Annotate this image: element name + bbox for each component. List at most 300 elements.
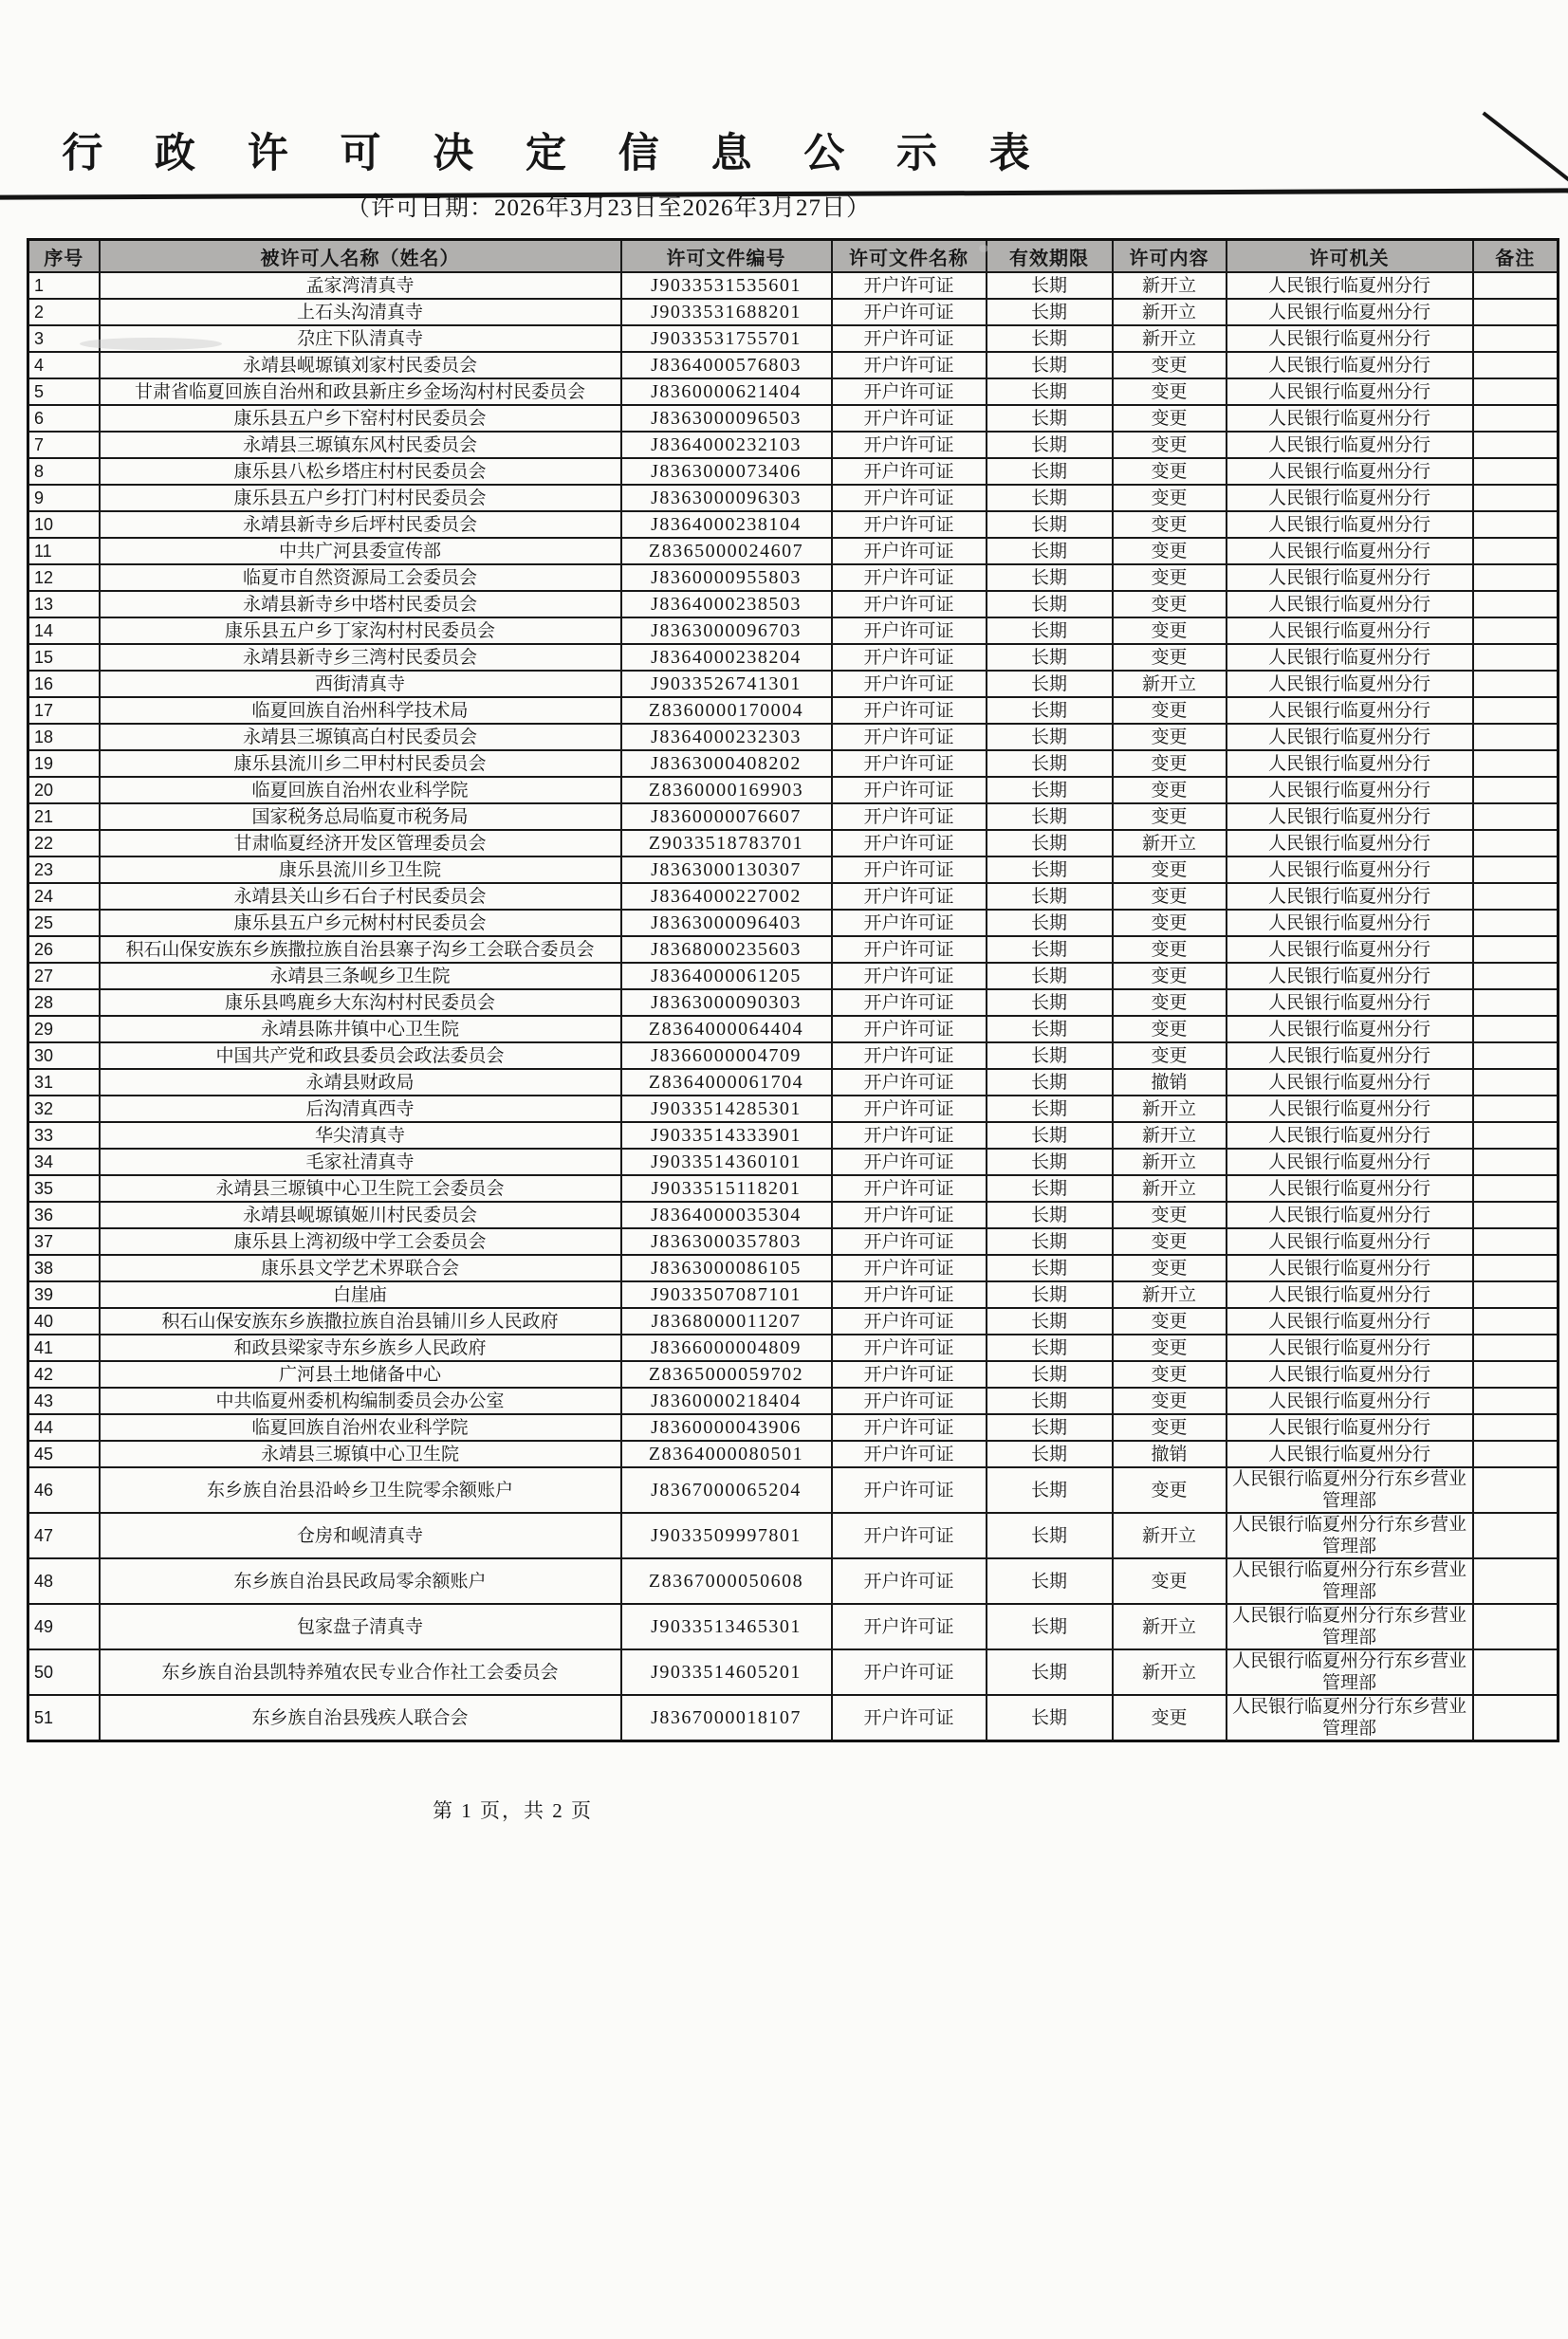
- table-row: [28, 830, 1559, 856]
- row-number-cell: 49: [28, 1604, 100, 1649]
- permit-doc-name-cell: 开户许可证: [832, 564, 987, 591]
- permittee-name-cell: 永靖县三塬镇东风村民委员会: [100, 432, 621, 458]
- remark-cell: [1473, 724, 1559, 750]
- permittee-name-cell: 康乐县五户乡丁家沟村村民委员会: [100, 617, 621, 644]
- remark-cell: [1473, 856, 1559, 883]
- authority-cell: 人民银行临夏州分行: [1227, 432, 1473, 458]
- authority-cell: 人民银行临夏州分行: [1227, 378, 1473, 405]
- permit-doc-name-cell: 开户许可证: [832, 617, 987, 644]
- permit-doc-name-cell: 开户许可证: [832, 538, 987, 564]
- permit-content-cell: 变更: [1113, 1016, 1227, 1042]
- permit-doc-number-cell: J8360000043906: [621, 1414, 832, 1441]
- row-number-cell: 1: [28, 272, 100, 299]
- permittee-name-cell: 康乐县五户乡下窑村村民委员会: [100, 405, 621, 432]
- authority-cell: 人民银行临夏州分行: [1227, 1255, 1473, 1281]
- remark-cell: [1473, 511, 1559, 538]
- authority-cell: 人民银行临夏州分行: [1227, 1149, 1473, 1175]
- permit-doc-name-cell: 开户许可证: [832, 777, 987, 803]
- row-number-cell: 19: [28, 750, 100, 777]
- permit-doc-number-cell: J8360000076607: [621, 803, 832, 830]
- permit-doc-number-cell: J9033515118201: [621, 1175, 832, 1202]
- permit-doc-number-cell: J8364000576803: [621, 352, 832, 378]
- validity-cell: 长期: [987, 1042, 1113, 1069]
- validity-cell: 长期: [987, 644, 1113, 671]
- table-row: [28, 591, 1559, 617]
- table-row: [28, 1388, 1559, 1414]
- permit-content-cell: 新开立: [1113, 299, 1227, 325]
- authority-cell: 人民银行临夏州分行: [1227, 1175, 1473, 1202]
- header-authority: 许可机关: [1227, 240, 1473, 273]
- remark-cell: [1473, 405, 1559, 432]
- row-number-cell: 31: [28, 1069, 100, 1096]
- row-number-cell: 20: [28, 777, 100, 803]
- permit-doc-number-cell: J9033509997801: [621, 1513, 832, 1558]
- permit-doc-number-cell: J8363000096303: [621, 485, 832, 511]
- validity-cell: 长期: [987, 617, 1113, 644]
- remark-cell: [1473, 936, 1559, 963]
- permit-doc-name-cell: 开户许可证: [832, 856, 987, 883]
- validity-cell: 长期: [987, 1513, 1113, 1558]
- permittee-name-cell: 永靖县关山乡石台子村民委员会: [100, 883, 621, 910]
- remark-cell: [1473, 325, 1559, 352]
- validity-cell: 长期: [987, 1388, 1113, 1414]
- table-row: [28, 299, 1559, 325]
- table-row: [28, 724, 1559, 750]
- validity-cell: 长期: [987, 1202, 1113, 1228]
- validity-cell: 长期: [987, 989, 1113, 1016]
- permit-doc-number-cell: J8366000004809: [621, 1335, 832, 1361]
- remark-cell: [1473, 777, 1559, 803]
- validity-cell: 长期: [987, 458, 1113, 485]
- permit-doc-number-cell: Z8367000050608: [621, 1558, 832, 1604]
- authority-cell: 人民银行临夏州分行: [1227, 910, 1473, 936]
- table-row: [28, 1281, 1559, 1308]
- permit-doc-number-cell: J9033531535601: [621, 272, 832, 299]
- permittee-name-cell: 永靖县三塬镇高白村民委员会: [100, 724, 621, 750]
- permit-content-cell: 变更: [1113, 1228, 1227, 1255]
- table-row: [28, 405, 1559, 432]
- permit-doc-name-cell: 开户许可证: [832, 671, 987, 697]
- permit-doc-number-cell: J9033513465301: [621, 1604, 832, 1649]
- header-permit-doc-number: 许可文件编号: [621, 240, 832, 273]
- remark-cell: [1473, 1069, 1559, 1096]
- permit-doc-number-cell: J8368000011207: [621, 1308, 832, 1335]
- permit-doc-number-cell: J9033507087101: [621, 1281, 832, 1308]
- validity-cell: 长期: [987, 1361, 1113, 1388]
- permit-doc-number-cell: Z8360000169903: [621, 777, 832, 803]
- table-row: [28, 538, 1559, 564]
- row-number-cell: 32: [28, 1096, 100, 1122]
- permittee-name-cell: 康乐县上湾初级中学工会委员会: [100, 1228, 621, 1255]
- remark-cell: [1473, 1467, 1559, 1513]
- permit-doc-name-cell: 开户许可证: [832, 325, 987, 352]
- permit-doc-number-cell: Z8364000080501: [621, 1441, 832, 1467]
- permit-doc-number-cell: J8366000004709: [621, 1042, 832, 1069]
- authority-cell: 人民银行临夏州分行: [1227, 724, 1473, 750]
- permit-doc-number-cell: J8363000086105: [621, 1255, 832, 1281]
- validity-cell: 长期: [987, 936, 1113, 963]
- table-row: [28, 644, 1559, 671]
- permit-doc-name-cell: 开户许可证: [832, 405, 987, 432]
- permit-doc-number-cell: J9033526741301: [621, 671, 832, 697]
- remark-cell: [1473, 1361, 1559, 1388]
- validity-cell: 长期: [987, 1281, 1113, 1308]
- table-row: [28, 1335, 1559, 1361]
- remark-cell: [1473, 1513, 1559, 1558]
- authority-cell: 人民银行临夏州分行: [1227, 1308, 1473, 1335]
- permit-content-cell: 变更: [1113, 856, 1227, 883]
- permit-doc-number-cell: J8364000035304: [621, 1202, 832, 1228]
- permittee-name-cell: 康乐县八松乡塔庄村村民委员会: [100, 458, 621, 485]
- row-number-cell: 44: [28, 1414, 100, 1441]
- row-number-cell: 9: [28, 485, 100, 511]
- row-number-cell: 34: [28, 1149, 100, 1175]
- remark-cell: [1473, 644, 1559, 671]
- authority-cell: 人民银行临夏州分行: [1227, 511, 1473, 538]
- validity-cell: 长期: [987, 963, 1113, 989]
- permit-doc-name-cell: 开户许可证: [832, 591, 987, 617]
- table-row: [28, 803, 1559, 830]
- row-number-cell: 8: [28, 458, 100, 485]
- permit-doc-name-cell: 开户许可证: [832, 1122, 987, 1149]
- permittee-name-cell: 中共临夏州委机构编制委员会办公室: [100, 1388, 621, 1414]
- authority-cell: 人民银行临夏州分行: [1227, 750, 1473, 777]
- permit-doc-number-cell: J8360000218404: [621, 1388, 832, 1414]
- authority-cell: 人民银行临夏州分行: [1227, 883, 1473, 910]
- table-row: [28, 1175, 1559, 1202]
- validity-cell: 长期: [987, 1096, 1113, 1122]
- permit-doc-number-cell: J8363000073406: [621, 458, 832, 485]
- authority-cell: 人民银行临夏州分行: [1227, 830, 1473, 856]
- table-row: [28, 564, 1559, 591]
- permit-doc-name-cell: 开户许可证: [832, 989, 987, 1016]
- permit-doc-name-cell: 开户许可证: [832, 432, 987, 458]
- permit-doc-number-cell: J8367000018107: [621, 1695, 832, 1741]
- table-header-row: [28, 240, 1559, 273]
- permit-content-cell: 变更: [1113, 352, 1227, 378]
- validity-cell: 长期: [987, 1122, 1113, 1149]
- authority-cell: 人民银行临夏州分行: [1227, 1202, 1473, 1228]
- remark-cell: [1473, 378, 1559, 405]
- row-number-cell: 4: [28, 352, 100, 378]
- table-row: [28, 1308, 1559, 1335]
- table-row: [28, 1467, 1559, 1513]
- authority-cell: 人民银行临夏州分行东乡营业管理部: [1227, 1558, 1473, 1604]
- permittee-name-cell: 临夏回族自治州农业科学院: [100, 1414, 621, 1441]
- remark-cell: [1473, 1604, 1559, 1649]
- permittee-name-cell: 孟家湾清真寺: [100, 272, 621, 299]
- table-row: [28, 1069, 1559, 1096]
- validity-cell: 长期: [987, 378, 1113, 405]
- permit-doc-number-cell: J9033514360101: [621, 1149, 832, 1175]
- authority-cell: 人民银行临夏州分行: [1227, 989, 1473, 1016]
- permit-doc-number-cell: J8363000096503: [621, 405, 832, 432]
- remark-cell: [1473, 1228, 1559, 1255]
- authority-cell: 人民银行临夏州分行: [1227, 644, 1473, 671]
- validity-cell: 长期: [987, 697, 1113, 724]
- row-number-cell: 15: [28, 644, 100, 671]
- authority-cell: 人民银行临夏州分行: [1227, 538, 1473, 564]
- row-number-cell: 42: [28, 1361, 100, 1388]
- permit-doc-name-cell: 开户许可证: [832, 299, 987, 325]
- row-number-cell: 33: [28, 1122, 100, 1149]
- permit-content-cell: 新开立: [1113, 671, 1227, 697]
- permit-doc-number-cell: J8363000357803: [621, 1228, 832, 1255]
- permittee-name-cell: 毛家社清真寺: [100, 1149, 621, 1175]
- remark-cell: [1473, 1649, 1559, 1695]
- validity-cell: 长期: [987, 432, 1113, 458]
- authority-cell: 人民银行临夏州分行东乡营业管理部: [1227, 1604, 1473, 1649]
- table-row: [28, 1016, 1559, 1042]
- row-number-cell: 40: [28, 1308, 100, 1335]
- remark-cell: [1473, 299, 1559, 325]
- validity-cell: 长期: [987, 1649, 1113, 1695]
- permit-doc-name-cell: 开户许可证: [832, 1604, 987, 1649]
- table-row: [28, 697, 1559, 724]
- table-body: [28, 272, 1559, 1741]
- table-row: [28, 1361, 1559, 1388]
- permit-doc-name-cell: 开户许可证: [832, 1069, 987, 1096]
- authority-cell: 人民银行临夏州分行: [1227, 777, 1473, 803]
- permit-content-cell: 变更: [1113, 405, 1227, 432]
- remark-cell: [1473, 1149, 1559, 1175]
- permit-doc-name-cell: 开户许可证: [832, 936, 987, 963]
- permit-content-cell: 新开立: [1113, 325, 1227, 352]
- authority-cell: 人民银行临夏州分行东乡营业管理部: [1227, 1467, 1473, 1513]
- permit-doc-name-cell: 开户许可证: [832, 1649, 987, 1695]
- table-row: [28, 936, 1559, 963]
- permit-content-cell: 变更: [1113, 511, 1227, 538]
- remark-cell: [1473, 1335, 1559, 1361]
- validity-cell: 长期: [987, 1069, 1113, 1096]
- permit-content-cell: 变更: [1113, 644, 1227, 671]
- permittee-name-cell: 积石山保安族东乡族撒拉族自治县寨子沟乡工会联合委员会: [100, 936, 621, 963]
- permittee-name-cell: 康乐县文学艺术界联合会: [100, 1255, 621, 1281]
- authority-cell: 人民银行临夏州分行: [1227, 272, 1473, 299]
- authority-cell: 人民银行临夏州分行: [1227, 325, 1473, 352]
- authority-cell: 人民银行临夏州分行东乡营业管理部: [1227, 1695, 1473, 1741]
- permittee-name-cell: 永靖县新寺乡后坪村民委员会: [100, 511, 621, 538]
- remark-cell: [1473, 458, 1559, 485]
- remark-cell: [1473, 910, 1559, 936]
- remark-cell: [1473, 989, 1559, 1016]
- permit-content-cell: 新开立: [1113, 830, 1227, 856]
- remark-cell: [1473, 830, 1559, 856]
- validity-cell: 长期: [987, 1228, 1113, 1255]
- permit-doc-number-cell: J8364000238503: [621, 591, 832, 617]
- authority-cell: 人民银行临夏州分行: [1227, 299, 1473, 325]
- permittee-name-cell: 康乐县鸣鹿乡大东沟村村民委员会: [100, 989, 621, 1016]
- permittee-name-cell: 上石头沟清真寺: [100, 299, 621, 325]
- permit-doc-name-cell: 开户许可证: [832, 1558, 987, 1604]
- permit-doc-name-cell: 开户许可证: [832, 910, 987, 936]
- permit-content-cell: 变更: [1113, 803, 1227, 830]
- permittee-name-cell: 国家税务总局临夏市税务局: [100, 803, 621, 830]
- permit-content-cell: 变更: [1113, 750, 1227, 777]
- permittee-name-cell: 永靖县岘塬镇刘家村民委员会: [100, 352, 621, 378]
- permit-doc-name-cell: 开户许可证: [832, 352, 987, 378]
- permittee-name-cell: 包家盘子清真寺: [100, 1604, 621, 1649]
- remark-cell: [1473, 1695, 1559, 1741]
- authority-cell: 人民银行临夏州分行: [1227, 1016, 1473, 1042]
- validity-cell: 长期: [987, 511, 1113, 538]
- permit-doc-number-cell: J8368000235603: [621, 936, 832, 963]
- remark-cell: [1473, 883, 1559, 910]
- row-number-cell: 6: [28, 405, 100, 432]
- validity-cell: 长期: [987, 272, 1113, 299]
- table-row: [28, 352, 1559, 378]
- permittee-name-cell: 甘肃临夏经济开发区管理委员会: [100, 830, 621, 856]
- row-number-cell: 51: [28, 1695, 100, 1741]
- permit-doc-number-cell: J8367000065204: [621, 1467, 832, 1513]
- table-row: [28, 989, 1559, 1016]
- row-number-cell: 25: [28, 910, 100, 936]
- scan-artifact-corner-mark: [1482, 111, 1568, 184]
- authority-cell: 人民银行临夏州分行: [1227, 591, 1473, 617]
- table-row: [28, 963, 1559, 989]
- table-row: [28, 617, 1559, 644]
- row-number-cell: 5: [28, 378, 100, 405]
- validity-cell: 长期: [987, 910, 1113, 936]
- permit-content-cell: 新开立: [1113, 1649, 1227, 1695]
- permit-doc-number-cell: J8360000955803: [621, 564, 832, 591]
- permit-doc-name-cell: 开户许可证: [832, 1281, 987, 1308]
- permit-doc-name-cell: 开户许可证: [832, 458, 987, 485]
- permit-doc-name-cell: 开户许可证: [832, 511, 987, 538]
- permit-doc-name-cell: 开户许可证: [832, 1441, 987, 1467]
- permit-doc-name-cell: 开户许可证: [832, 1042, 987, 1069]
- remark-cell: [1473, 1388, 1559, 1414]
- row-number-cell: 22: [28, 830, 100, 856]
- table-row: [28, 883, 1559, 910]
- permit-content-cell: 变更: [1113, 936, 1227, 963]
- validity-cell: 长期: [987, 299, 1113, 325]
- row-number-cell: 24: [28, 883, 100, 910]
- permittee-name-cell: 永靖县三条岘乡卫生院: [100, 963, 621, 989]
- permittee-name-cell: 中共广河县委宣传部: [100, 538, 621, 564]
- authority-cell: 人民银行临夏州分行: [1227, 1335, 1473, 1361]
- validity-cell: 长期: [987, 538, 1113, 564]
- remark-cell: [1473, 803, 1559, 830]
- authority-cell: 人民银行临夏州分行: [1227, 1042, 1473, 1069]
- permit-table: [27, 238, 1559, 1742]
- permit-content-cell: 新开立: [1113, 1513, 1227, 1558]
- validity-cell: 长期: [987, 671, 1113, 697]
- validity-cell: 长期: [987, 1441, 1113, 1467]
- remark-cell: [1473, 272, 1559, 299]
- permit-doc-name-cell: 开户许可证: [832, 1016, 987, 1042]
- permittee-name-cell: 积石山保安族东乡族撒拉族自治县铺川乡人民政府: [100, 1308, 621, 1335]
- authority-cell: 人民银行临夏州分行: [1227, 1414, 1473, 1441]
- permit-content-cell: 新开立: [1113, 1175, 1227, 1202]
- row-number-cell: 16: [28, 671, 100, 697]
- remark-cell: [1473, 485, 1559, 511]
- authority-cell: 人民银行临夏州分行: [1227, 963, 1473, 989]
- validity-cell: 长期: [987, 856, 1113, 883]
- permittee-name-cell: 后沟清真西寺: [100, 1096, 621, 1122]
- permittee-name-cell: 东乡族自治县残疾人联合会: [100, 1695, 621, 1741]
- authority-cell: 人民银行临夏州分行: [1227, 352, 1473, 378]
- row-number-cell: 45: [28, 1441, 100, 1467]
- row-number-cell: 10: [28, 511, 100, 538]
- validity-cell: 长期: [987, 564, 1113, 591]
- permittee-name-cell: 东乡族自治县沿岭乡卫生院零余额账户: [100, 1467, 621, 1513]
- permit-doc-name-cell: 开户许可证: [832, 1228, 987, 1255]
- row-number-cell: 11: [28, 538, 100, 564]
- permit-doc-name-cell: 开户许可证: [832, 803, 987, 830]
- row-number-cell: 38: [28, 1255, 100, 1281]
- permittee-name-cell: 华尖清真寺: [100, 1122, 621, 1149]
- scan-smudge: [979, 245, 988, 252]
- permit-content-cell: 撤销: [1113, 1441, 1227, 1467]
- row-number-cell: 23: [28, 856, 100, 883]
- table-row: [28, 1255, 1559, 1281]
- row-number-cell: 37: [28, 1228, 100, 1255]
- validity-cell: 长期: [987, 830, 1113, 856]
- validity-cell: 长期: [987, 724, 1113, 750]
- table-row: [28, 856, 1559, 883]
- validity-cell: 长期: [987, 1308, 1113, 1335]
- validity-cell: 长期: [987, 1414, 1113, 1441]
- validity-cell: 长期: [987, 1604, 1113, 1649]
- row-number-cell: 50: [28, 1649, 100, 1695]
- row-number-cell: 47: [28, 1513, 100, 1558]
- permit-content-cell: 变更: [1113, 432, 1227, 458]
- row-number-cell: 41: [28, 1335, 100, 1361]
- table-row: [28, 458, 1559, 485]
- permit-content-cell: 新开立: [1113, 272, 1227, 299]
- permit-content-cell: 撤销: [1113, 1069, 1227, 1096]
- permit-doc-name-cell: 开户许可证: [832, 963, 987, 989]
- validity-cell: 长期: [987, 352, 1113, 378]
- authority-cell: 人民银行临夏州分行: [1227, 458, 1473, 485]
- permit-doc-name-cell: 开户许可证: [832, 272, 987, 299]
- permit-content-cell: 变更: [1113, 1202, 1227, 1228]
- remark-cell: [1473, 1202, 1559, 1228]
- table-row: [28, 1695, 1559, 1741]
- validity-cell: 长期: [987, 1016, 1113, 1042]
- remark-cell: [1473, 697, 1559, 724]
- permit-doc-number-cell: J8363000408202: [621, 750, 832, 777]
- row-number-cell: 30: [28, 1042, 100, 1069]
- remark-cell: [1473, 432, 1559, 458]
- row-number-cell: 46: [28, 1467, 100, 1513]
- permittee-name-cell: 康乐县流川乡卫生院: [100, 856, 621, 883]
- permit-doc-name-cell: 开户许可证: [832, 750, 987, 777]
- authority-cell: 人民银行临夏州分行: [1227, 1069, 1473, 1096]
- page-subtitle: （许可日期：2026年3月23日至2026年3月27日）: [345, 195, 871, 221]
- permit-content-cell: 新开立: [1113, 1096, 1227, 1122]
- permit-content-cell: 变更: [1113, 1308, 1227, 1335]
- row-number-cell: 18: [28, 724, 100, 750]
- permit-content-cell: 新开立: [1113, 1604, 1227, 1649]
- row-number-cell: 21: [28, 803, 100, 830]
- permit-content-cell: 变更: [1113, 485, 1227, 511]
- row-number-cell: 27: [28, 963, 100, 989]
- authority-cell: 人民银行临夏州分行: [1227, 1388, 1473, 1414]
- table-header: [28, 240, 1559, 273]
- row-number-cell: 36: [28, 1202, 100, 1228]
- header-permittee-name: 被许可人名称（姓名）: [100, 240, 621, 273]
- permit-content-cell: 变更: [1113, 1467, 1227, 1513]
- permit-doc-name-cell: 开户许可证: [832, 644, 987, 671]
- table-row: [28, 1042, 1559, 1069]
- table-row: [28, 1441, 1559, 1467]
- permit-doc-number-cell: J9033531755701: [621, 325, 832, 352]
- remark-cell: [1473, 591, 1559, 617]
- remark-cell: [1473, 1281, 1559, 1308]
- table-row: [28, 1558, 1559, 1604]
